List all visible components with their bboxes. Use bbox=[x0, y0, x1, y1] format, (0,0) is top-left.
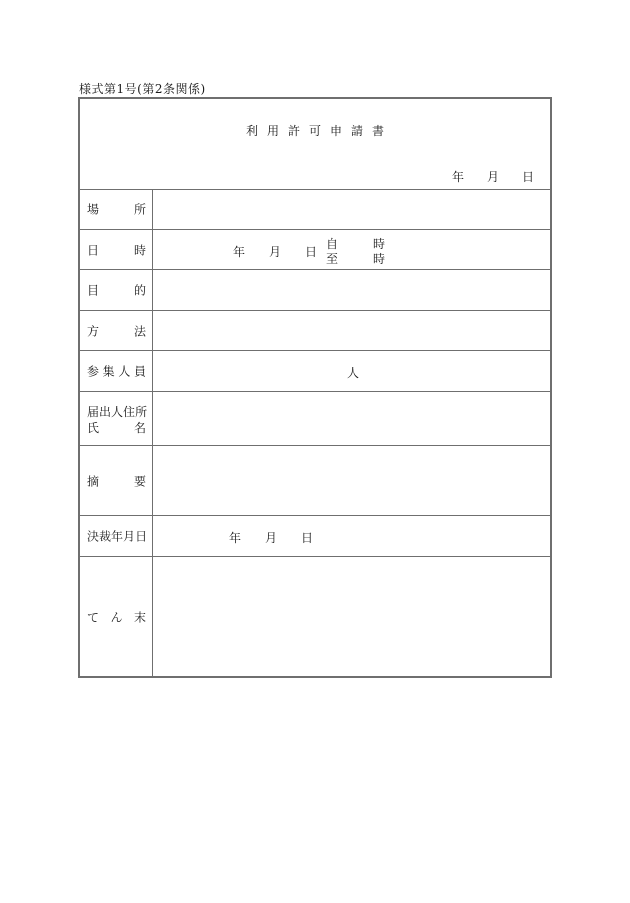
attendees-unit-label: 人 bbox=[347, 366, 360, 380]
header-date bbox=[452, 168, 534, 185]
row-method bbox=[80, 311, 550, 351]
row-place bbox=[80, 189, 550, 230]
datetime-hour-from-label: 時 bbox=[373, 237, 386, 251]
decision-date-field[interactable] bbox=[153, 516, 550, 556]
method-field[interactable] bbox=[153, 311, 550, 350]
header-day-label: 日 bbox=[521, 170, 534, 184]
row-datetime bbox=[80, 230, 550, 270]
form-title: 利用許可申請書 bbox=[245, 124, 393, 138]
datetime-label: 日 時 bbox=[80, 230, 153, 269]
purpose-label: 目 的 bbox=[80, 270, 153, 310]
place-label: 場 所 bbox=[80, 189, 153, 229]
form-number: 様式第1号(第2条関係) bbox=[79, 82, 206, 96]
applicant-label: 届 出 人 住 所 氏 名 bbox=[80, 392, 153, 445]
header-month-label: 月 bbox=[486, 170, 499, 184]
decision-year-label: 年 bbox=[229, 531, 242, 545]
place-field[interactable] bbox=[153, 189, 550, 229]
attendees-label: 参 集 人 員 bbox=[80, 351, 153, 391]
datetime-to-label: 至 bbox=[326, 252, 339, 266]
datetime-month-label: 月 bbox=[269, 245, 282, 259]
form-header bbox=[80, 99, 550, 190]
datetime-from-label: 自 bbox=[326, 237, 339, 251]
row-applicant bbox=[80, 392, 550, 446]
row-attendees bbox=[80, 351, 550, 392]
decision-date-label: 決 裁 年 月 日 bbox=[80, 516, 153, 556]
purpose-field[interactable] bbox=[153, 270, 550, 310]
row-details bbox=[80, 557, 550, 676]
decision-day-label: 日 bbox=[301, 531, 314, 545]
method-label: 方 法 bbox=[80, 311, 153, 350]
attendees-field[interactable] bbox=[153, 351, 550, 391]
summary-field[interactable] bbox=[153, 446, 550, 515]
row-decision-date bbox=[80, 516, 550, 557]
datetime-hour-to-label: 時 bbox=[373, 252, 386, 266]
application-form bbox=[78, 97, 552, 678]
decision-month-label: 月 bbox=[265, 531, 278, 545]
details-field[interactable] bbox=[153, 557, 550, 676]
applicant-field[interactable] bbox=[153, 392, 550, 445]
details-label: て ん 末 bbox=[80, 557, 153, 676]
summary-label: 摘 要 bbox=[80, 446, 153, 515]
row-summary bbox=[80, 446, 550, 516]
datetime-day-label: 日 bbox=[305, 245, 318, 259]
row-purpose bbox=[80, 270, 550, 311]
datetime-year-label: 年 bbox=[233, 245, 246, 259]
header-year-label: 年 bbox=[451, 170, 464, 184]
datetime-field[interactable] bbox=[153, 230, 550, 269]
